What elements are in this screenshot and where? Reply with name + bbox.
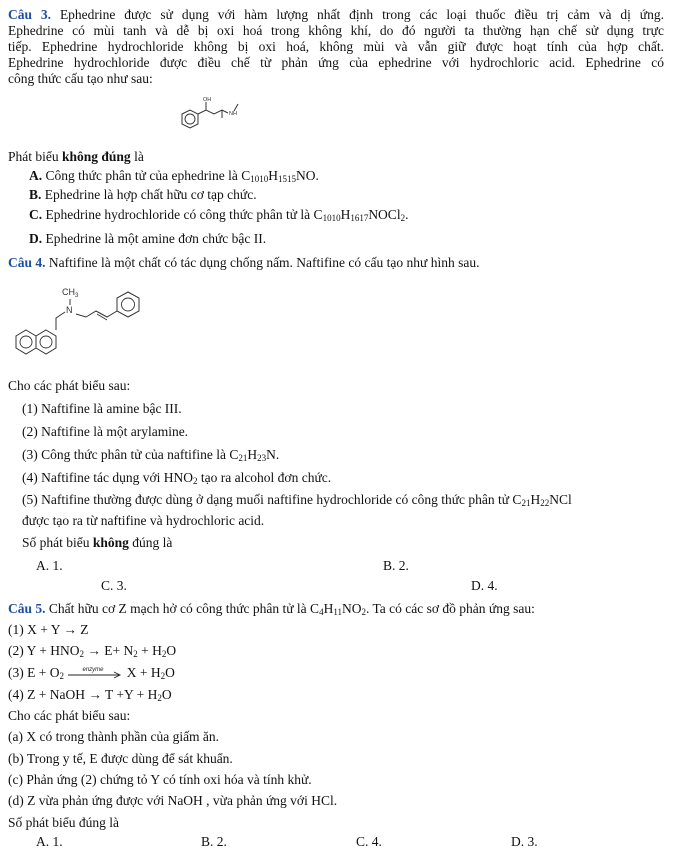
q3-prompt: Phát biểu không đúng là [8,149,144,164]
naftifine-ch3-label: $CH_3$ [62,287,79,299]
q5-statement-b: (b) Trong y tế, E được dùng để sát khuẩn. [8,751,233,766]
q3-stem-line-3: tiếp. Ephedrine hydrochloride không bị oxi hoá, không mùi và vẫn giữ được hoạt tính của hợp chất. [8,39,664,54]
q5-option-b[interactable]: B. 2. [201,834,227,849]
q4-option-c[interactable]: C. 3. [101,578,127,593]
q4-option-b[interactable]: B. 2. [383,558,409,573]
q5-label: Câu 5. [8,601,46,616]
q3-option-d[interactable]: D. Ephedrine là một amine đơn chức bậc II. [29,231,267,246]
q3-stem-line-5: công thức cấu tạo như sau: [8,71,153,86]
q5-option-a[interactable]: A. 1. [36,834,63,849]
q5-option-c[interactable]: C. 4. [356,834,382,849]
q4-statement-3: (3) Công thức phân tử của naftifine là $C_{21}H_{23}N$. [22,447,280,463]
q4-statement-5-cont: được tạo ra từ naftifine và hydrochloric acid. [22,513,265,528]
q3-stem-line-2: Ephedrine có mùi tanh và dễ bị oxi hoá trong không khí, do đó người ta thường hạn chế sử dụng trực [8,23,664,38]
q5-stem: Câu 5. Chất hữu cơ Z mạch hở có công thức phân tử là $C_4H_{11}NO_2$. Ta có các sơ đồ phản ứng sau: [8,601,535,617]
q4-statement-1: (1) Naftifine là amine bậc III. [22,401,182,416]
q3-stem-line-1: Câu 3. Ephedrine được sử dụng với hàm lượng nhất định trong các loại thuốc điều trị cảm và dị ứng. [8,7,664,22]
q4-label: Câu 4. [8,255,46,270]
q4-count-prompt: Số phát biểu không đúng là [22,535,173,550]
q5-statement-a: (a) X có trong thành phần của giấm ăn. [8,729,220,744]
q5-reaction-1: (1) X + Y → Z [8,622,89,637]
ephedrine-structure [168,94,268,144]
q5-reaction-3: (3) $E + O_2$ enzyme $X + H_2O$ [8,665,175,681]
q4-statement-4: (4) Naftifine tác dụng với $HNO_2$ tạo ra alcohol đơn chức. [22,470,332,486]
q4-stem: Câu 4. Naftifine là một chất có tác dụng chống nấm. Naftifine có cấu tạo như hình sau. [8,255,480,270]
enzyme-condition: enzyme [82,667,104,673]
q5-reaction-4: (4) Z + NaOH → $T +Y + H_2O$ [8,687,172,703]
q5-intro: Cho các phát biểu sau: [8,708,131,723]
q5-statement-d: (d) Z vừa phản ứng được với NaOH , vừa phản ứng với HCl. [8,793,338,808]
q5-statement-c: (c) Phản ứng (2) chứng tỏ Y có tính oxi hóa và tính khử. [8,772,312,787]
q3-stem-line-4: Ephedrine hydrochloride được điều chế từ phản ứng của ephedrine với hydrochloric acid. Ephedrine có [8,55,664,70]
ephedrine-oh-label: OH [203,97,212,103]
naftifine-structure [8,278,158,378]
q5-count-prompt: Số phát biểu đúng là [8,815,119,830]
q3-option-b[interactable]: B. Ephedrine là hợp chất hữu cơ tạp chức. [29,187,257,202]
q5-reaction-2: (2) $Y + HNO_2 \to E+ N_2 + H_2O$ [8,643,177,659]
enzyme-arrow [67,665,123,679]
q4-option-a[interactable]: A. 1. [36,558,63,573]
q5-option-d[interactable]: D. 3. [511,834,538,849]
q4-intro: Cho các phát biểu sau: [8,378,131,393]
naftifine-n-label: N [66,305,73,315]
q4-statement-2: (2) Naftifine là một arylamine. [22,424,189,439]
q3-label: Câu 3. [8,7,52,22]
q4-statement-5: (5) Naftifine thường được dùng ở dạng muối naftifine hydrochloride có công thức phân tử $C_{21}H_{22}NCl$ [22,492,572,508]
ephedrine-nh-label: NH [229,111,237,117]
q3-option-a[interactable]: A. Công thức phân tử của ephedrine là $C_{1010}H_{1515}NO$. [29,168,319,184]
q4-option-d[interactable]: D. 4. [471,578,498,593]
q3-option-c[interactable]: C. Ephedrine hydrochloride có công thức phân tử là $C_{1010}H_{1617}NOCl_2$. [29,207,409,223]
